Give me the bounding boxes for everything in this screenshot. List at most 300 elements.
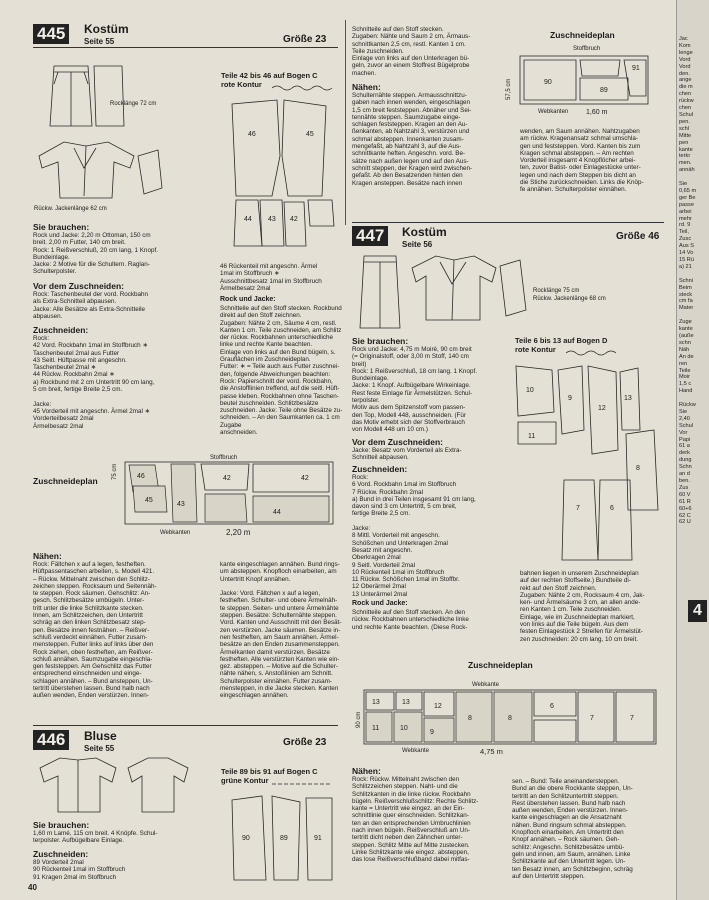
- pattern-pieces-447: [512, 360, 662, 570]
- text-line: Schn: [679, 464, 692, 471]
- text-line: schlitz: Angeschn. Schlitzbesätze umbü-: [512, 843, 625, 851]
- model-445-kontur: rote Kontur: [221, 80, 262, 89]
- text-line: den.: [679, 70, 690, 77]
- text-line: Schul: [679, 111, 693, 118]
- text-line: Jacke: 1 Knopf. Aufbügelbare Wirkeinlage.: [352, 382, 471, 390]
- model-447-title: Kostüm: [402, 225, 447, 239]
- text-line: 60 V: [679, 491, 691, 498]
- text-line: Schulterpolster.: [33, 268, 77, 276]
- text-line: mehr: [679, 215, 692, 222]
- text-line: annäh: [679, 167, 695, 174]
- text-line: chen: [679, 91, 692, 98]
- text-line: Jacke: Besatz vom Vorderteil als Extra-: [352, 447, 462, 454]
- text-line: rekt auf den Stoff zeichnen.: [520, 584, 597, 592]
- text-line: Vorderteil insgesamt 4 Knopflöcher arbei-: [520, 157, 636, 165]
- text-line: Rest überstehen lassen. Bund halb nach: [512, 799, 626, 807]
- cutting-plan-447: [364, 690, 658, 748]
- svg-text:43: 43: [268, 216, 276, 223]
- text-line: 46 Rückenteil mit angeschn. Ärmel: [220, 263, 318, 270]
- text-line: Grauflächen im Zuschneideplan.: [220, 356, 311, 364]
- jacket-sketch: [34, 138, 164, 208]
- text-line: auf der rechten Stoffseite.) Bundteile di-: [520, 577, 631, 585]
- model-445-title: Kostüm: [84, 22, 129, 36]
- text-line: nähte nähen, s. Anstoßlinien am Schnitt.: [220, 670, 333, 678]
- model-447-sie-brauchen-heading: Sie brauchen:: [352, 336, 409, 346]
- text-line: Hüftpassentaschen arbeiten, s. Modell 421.: [33, 568, 155, 576]
- svg-text:42: 42: [301, 475, 309, 482]
- plan-445-length: 2,20 m: [226, 528, 251, 537]
- text-line: 45 Vorderteil mit angeschn. Ärmel 2mal ∗: [33, 407, 150, 415]
- text-line: wenden, am Saum annähen. Nahtzugaben: [520, 128, 640, 135]
- text-line: der rückw. Rockbahnen unterschiedliche: [220, 334, 334, 342]
- text-line: Zugaben: Nähte 2 cm, Rocksaum 4 cm, Jak-: [520, 591, 645, 599]
- text-line: zuschneiden. Jacke: Teile ohne Besätze zu-: [220, 407, 343, 415]
- text-line: Schößchen und Unterkragen 2mal: [352, 539, 448, 547]
- model-447-rock-jacke-cont: [520, 570, 670, 643]
- text-line: die Stiche zurückschneiden. Links die Knöp-: [520, 179, 644, 187]
- text-line: festheften. Alle verstürzten Kanten wie ein-: [220, 655, 340, 663]
- text-line: gen feststeppen. Am Gehschlitz das Futter: [33, 663, 152, 671]
- text-line: und rechte Kante beachten. (Diese Rock-: [352, 623, 468, 631]
- model-447-sie-brauchen: [352, 346, 512, 434]
- text-line: steppen. Schlitz Mitte auf Mitte zustecken.: [352, 841, 470, 849]
- text-line: auf den Untertritt steppen.: [512, 872, 585, 880]
- text-line: 89 Vorderteil 2mal: [33, 859, 84, 866]
- text-line: tritt unter die linke Schlitzkante stecken.: [33, 604, 144, 612]
- svg-text:11: 11: [528, 433, 536, 440]
- text-line: ange: [679, 77, 692, 84]
- text-line: das lose Reißverschlußband dabei mitfas-: [352, 856, 470, 864]
- text-line: Knopfloch einarbeiten. Am Untertritt den: [512, 829, 624, 837]
- svg-text:91: 91: [632, 65, 640, 72]
- text-line: ten an den entsprechenden Umbruchlinien: [352, 819, 471, 827]
- text-line: kante eingeschlagen an die Ansatznaht: [512, 814, 622, 822]
- text-line: te steppen. Rock säumen. Gehschlitz: An-: [33, 590, 151, 598]
- text-line: An de: [679, 353, 694, 360]
- pattern-pieces-445: [222, 96, 342, 246]
- divider: [352, 222, 664, 223]
- svg-text:9: 9: [568, 395, 572, 402]
- text-line: 61 a: [679, 443, 690, 450]
- text-line: Ärmelbesatz 2mal: [33, 422, 84, 430]
- divider: [33, 725, 338, 726]
- text-line: a) Bund in drei Teilen insgesamt 91 cm lang,: [352, 495, 476, 503]
- text-line: als Extra-Schnitteil abpausen.: [33, 298, 117, 306]
- text-line: Jacke: Alle Besätze als Extra-Schnitteile: [33, 305, 145, 313]
- text-line: von links auf die Teile bügeln. Aus dem: [520, 621, 629, 629]
- text-line: arbei: [679, 208, 692, 215]
- svg-text:90: 90: [544, 79, 552, 86]
- svg-text:89: 89: [600, 87, 608, 94]
- model-445-vor: [33, 291, 218, 320]
- model-445-number: 445: [33, 24, 69, 44]
- text-line: Papi: [679, 436, 691, 443]
- text-line: rückw: [679, 98, 694, 105]
- text-line: schluß annähen. Saumzugabe eingeschla-: [33, 655, 153, 663]
- text-line: [679, 271, 709, 278]
- model-445-rock-jacke: [220, 305, 345, 436]
- text-line: rückw. Rockbahnen unterschiedliche linke: [352, 616, 469, 624]
- svg-text:7: 7: [576, 505, 580, 512]
- text-line: schn: [679, 339, 691, 346]
- text-line: Schni: [679, 277, 693, 284]
- text-line: Vord: [679, 63, 691, 70]
- svg-text:42: 42: [290, 216, 298, 223]
- text-line: breit): [352, 360, 367, 368]
- svg-text:89: 89: [280, 835, 288, 842]
- text-line: Jacke: 2 Motive für die Schultern. Raglan-: [33, 261, 150, 269]
- text-line: Zusc: [679, 236, 692, 243]
- text-line: 1,5 c: [679, 381, 692, 388]
- model-445-teile: Teile 42 bis 46 auf Bogen C: [221, 71, 318, 80]
- text-line: kante: [679, 146, 693, 153]
- text-line: cm fa: [679, 298, 693, 305]
- text-line: entsprechend einschneiden und einge-: [33, 670, 142, 678]
- text-line: 12 Oberärmel 2mal: [352, 583, 406, 591]
- text-line: a) Rockbund mit 2 cm Untertritt 90 cm lang,: [33, 378, 155, 386]
- text-line: bügeln. Reißverschlußschlitz: Rechte Schlitz-: [352, 797, 479, 805]
- text-line: breit. 2,00 m Futter, 140 cm breit.: [33, 239, 126, 247]
- text-line: Schlitzkanten in die linke rückw. Rockbahn: [352, 790, 471, 798]
- text-line: Jacke: Vord. Fältchen x auf a legen,: [220, 590, 321, 598]
- text-line: Bund an die obere Rockkante steppen, Un-: [512, 785, 633, 793]
- text-line: 13 Unterärmel 2mal: [352, 590, 408, 598]
- text-line: gaben nach innen wenden, eingeschlagen: [352, 99, 470, 107]
- text-line: Schulterpolster einnähen. Futter zusam-: [220, 677, 333, 685]
- text-line: schnittkanten 2,5 cm, restl. Kanten 1 cm.: [352, 40, 466, 48]
- model-447-naehen: [352, 776, 507, 864]
- text-line: legen und nach dem Steppen bis dicht an: [520, 171, 636, 179]
- plan-447-webkante-bottom: Webkante: [402, 748, 429, 754]
- svg-text:45: 45: [145, 497, 153, 504]
- blouse-sketch: [36, 754, 196, 816]
- text-line: 60+6: [679, 505, 692, 512]
- text-line: davon sind 3 cm Untertritt, 5 cm breit,: [352, 503, 457, 511]
- model-446-teile: Teile 89 bis 91 auf Bogen C: [221, 767, 318, 776]
- text-line: tertritt dicht neben den Zähnchen unter-: [352, 834, 463, 842]
- model-447-rock-jacke: [352, 609, 512, 631]
- text-line: linke und rechte Kante beachten.: [220, 341, 313, 349]
- suit-447-sketch: [356, 250, 531, 332]
- text-line: Rückw: [679, 402, 696, 409]
- text-line: Rock: 1 Reißverschluß, 20 cm lang, 1 Knopf.: [33, 246, 158, 254]
- red-contour-line-sample: [272, 84, 342, 92]
- text-line: Zugaben: Nähte und Saum 2 cm, Ärmaus-: [352, 33, 471, 41]
- text-line: 61 R: [679, 498, 691, 505]
- text-line: Futter: ∗ = Teile auch aus Futter zuschnei-: [220, 363, 340, 371]
- model-447-teile: Teile 6 bis 13 auf Bogen D: [515, 336, 608, 345]
- svg-text:8: 8: [636, 465, 640, 472]
- text-line: derk: [679, 450, 690, 457]
- text-line: Rock und Jacke: 4,75 m Moiré, 90 cm breit: [352, 346, 472, 353]
- text-line: ten, zuvor Batist- oder Einlagestücke unter-: [520, 164, 641, 172]
- svg-text:11: 11: [372, 725, 380, 732]
- svg-text:91: 91: [314, 835, 322, 842]
- svg-text:45: 45: [306, 131, 314, 138]
- text-line: Hand: [679, 388, 693, 395]
- cutting-plan-446: [520, 56, 652, 108]
- plan-445-webkanten: Webkanten: [160, 530, 191, 536]
- text-line: Motiv aus dem Spitzenstoff vom passen-: [352, 404, 466, 412]
- model-447-zus-heading: Zuschneiden:: [352, 464, 408, 474]
- text-line: terkr: [679, 153, 691, 160]
- model-446-text-cont: [352, 26, 512, 77]
- text-line: Mater: [679, 305, 694, 312]
- text-line: Teile zuschneiden.: [352, 47, 404, 55]
- text-line: festheften. Schulter- und obere Ärmelnäh-: [220, 597, 338, 605]
- text-line: men.: [679, 160, 692, 167]
- model-445-seite: Seite 55: [84, 37, 115, 46]
- text-line: ßenkanten, ab Nahtzahl 3, verstürzen und: [352, 128, 470, 136]
- text-line: Rock und Jacke: 2,20 m Ottoman, 150 cm: [33, 232, 151, 239]
- text-line: Schnitteil abpausen.: [352, 454, 409, 462]
- text-line: Rock: Papierschnitt der vord. Rockbahn,: [220, 377, 333, 385]
- text-line: Schlitzzeichen steppen. Naht- und die: [352, 783, 458, 791]
- text-line: Näh: [679, 346, 690, 353]
- text-line: Zugaben: Nähte 2 cm, Säume 4 cm, restl.: [220, 319, 337, 327]
- text-line: zeichen steppen. Rocksaum und Seitennäh-: [33, 582, 157, 590]
- text-line: Teil,: [679, 229, 689, 236]
- text-line: lenge: [679, 49, 693, 56]
- model-445-rj-heading: Rock und Jacke:: [220, 296, 276, 303]
- text-line: steck: [679, 291, 693, 298]
- text-line: Jac: [679, 36, 688, 42]
- text-line: 9 Seitl. Vorderteil 2mal: [352, 561, 415, 569]
- text-line: Bundeinlage.: [33, 253, 70, 261]
- text-line: Linke Schlitzkante wie eingez. absteppen,: [352, 848, 469, 856]
- text-line: 14 Vo: [679, 250, 694, 257]
- text-line: Schnitteile auf den Stoff stecken. Rockbund: [220, 305, 342, 312]
- text-line: Einlage, wie im Zuschneideplan markiert,: [520, 613, 635, 621]
- text-line: rd. 9: [679, 222, 691, 229]
- model-446-sie-brauchen-heading: Sie brauchen:: [33, 820, 90, 830]
- svg-text:8: 8: [508, 715, 512, 722]
- text-line: dung: [679, 457, 692, 464]
- model-446-seite: Seite 55: [84, 744, 115, 753]
- svg-text:10: 10: [526, 387, 534, 394]
- text-line: chen: [679, 105, 692, 112]
- text-line: außen wenden, Enden verstürzen. Innen-: [33, 692, 149, 700]
- model-445-sie-brauchen: [33, 232, 218, 276]
- text-line: 7 Rückw. Rockbahn 2mal: [352, 488, 424, 496]
- text-line: Moir: [679, 374, 690, 381]
- text-line: Jacke:: [33, 400, 52, 408]
- text-line: außen wenden, Enden verstürzen. Innen-: [512, 807, 628, 815]
- text-line: Ärmelbesatz 2mal: [220, 284, 271, 292]
- text-line: steppen. Besätze: Schulternähte steppen.: [220, 612, 337, 620]
- text-line: besätze an den Enden zusammensteppen.: [220, 641, 340, 649]
- text-line: schnittlinie quer einschneiden. Schlitzkan-: [352, 812, 469, 820]
- model-447-number: 447: [352, 226, 388, 246]
- svg-text:12: 12: [434, 703, 442, 710]
- text-line: Schnitteile auf den Stoff stecken. An den: [352, 609, 465, 616]
- text-line: ren: [679, 360, 688, 367]
- text-line: kante: [679, 326, 693, 333]
- text-line: schnittkante heften. Angeschn. vord. Be-: [352, 150, 466, 158]
- text-line: Rock: Fältchen x auf a legen, festheften.: [33, 561, 146, 568]
- model-447-naehen-cont: [512, 778, 662, 880]
- svg-text:44: 44: [244, 216, 252, 223]
- text-line: schmal absteppen. Innenkanten zusam-: [352, 135, 464, 143]
- text-line: [679, 312, 709, 319]
- text-line: ben.: [679, 478, 690, 484]
- text-line: ten Besatz innen, am Schlitzbeginn, schräg: [512, 865, 633, 873]
- text-line: 62 U: [679, 519, 691, 526]
- text-line: Rock: 1 Reißverschluß, 18 cm lang. 1 Knopf.: [352, 367, 477, 375]
- text-line: ken- und Ärmelsäume 3 cm, an allen ande-: [520, 599, 641, 607]
- text-line: Rock: Rückw. Mittelnaht zwischen den: [352, 776, 460, 783]
- text-line: kante eingeschlagen annähen. Bund rings-: [220, 561, 340, 568]
- text-line: den, folgende Abweichungen beachten:: [220, 370, 331, 378]
- text-line: schl: [679, 125, 689, 132]
- svg-text:9: 9: [430, 729, 434, 736]
- text-line: mengefaßt, ab Nahtzahl 3, auf die Aus-: [352, 143, 462, 151]
- text-line: an d: [679, 471, 690, 478]
- model-446-kontur: grüne Kontur: [221, 776, 269, 785]
- text-line: Vord: [679, 56, 691, 63]
- pattern-pieces-446: [222, 790, 342, 890]
- model-447-kontur: rote Kontur: [515, 345, 556, 354]
- text-line: Zuge: [679, 319, 692, 326]
- text-line: Besatz mit angeschn.: [352, 546, 413, 554]
- text-line: Schulternähte steppen. Armausschnittzu-: [352, 92, 467, 99]
- text-line: Oberkragen 2mal: [352, 554, 401, 562]
- model-447-seite: Seite 56: [402, 240, 433, 249]
- text-line: a) 21: [679, 263, 692, 270]
- text-line: tertritt an den Schlitzuntertritt steppen.: [512, 792, 619, 800]
- text-line: Ärmelkanten damit verstürzen. Besätze: [220, 648, 330, 656]
- text-line: 90 Rückenteil 1mal im Stoffbruch: [33, 866, 126, 874]
- svg-text:6: 6: [550, 703, 554, 710]
- text-line: gefaßt. Ab den Besatzenden hinten den: [352, 172, 463, 180]
- model-447-zuschneiden: [352, 474, 512, 598]
- plan-445-width: 75 cm: [112, 463, 118, 480]
- model-445-jackenlaenge: Rückw. Jackenlänge 62 cm: [34, 206, 107, 212]
- text-line: terpolster.: [352, 397, 380, 405]
- svg-text:46: 46: [248, 131, 256, 138]
- plan-447-webkante-top: Webkante: [472, 682, 499, 688]
- model-447-size: Größe 46: [616, 231, 660, 242]
- text-line: Mitte: [679, 132, 692, 139]
- text-line: Kragen ansteppen. Besätze nach innen: [352, 179, 463, 187]
- model-445-zuschneiden: [33, 335, 218, 430]
- text-line: Bundeinlage.: [352, 375, 389, 383]
- text-line: Teile: [679, 367, 691, 374]
- text-line: geln, zuvor an einem Stoffrest Bügelprobe: [352, 62, 470, 70]
- skirt-sketch: [40, 60, 110, 135]
- text-line: passe kleben. Rockbahnen ohne Taschen-: [220, 392, 339, 400]
- text-line: te steppen. Seiten- und untere Ärmelnähte: [220, 604, 339, 612]
- text-line: das Motiv erhebt sich der Stoffverbrauch: [352, 418, 465, 426]
- text-line: Vord. Kanten und Ausschnitt mit den Besät-: [220, 619, 342, 627]
- text-line: 11 Rückw. Schößchen 1mal im Stoffbr.: [352, 576, 460, 584]
- model-446-naehen-cont: [520, 128, 670, 194]
- svg-text:43: 43: [177, 501, 185, 508]
- text-line: Rock:: [352, 474, 369, 481]
- text-line: Aus S: [679, 243, 694, 250]
- text-line: Kom: [679, 42, 691, 49]
- adjacent-page-edge: [676, 0, 709, 900]
- text-line: die m: [679, 84, 693, 91]
- text-line: am rückw. Kragenansatz schmal umschla-: [520, 135, 638, 143]
- text-line: pen. Besätze innen festnähen. – Reißver-: [33, 626, 150, 634]
- model-446-naehen-heading: Nähen:: [352, 82, 381, 92]
- text-line: sen. – Bund: Teile aneinandersteppen.: [512, 778, 620, 785]
- text-line: Sie: [679, 408, 688, 415]
- red-contour-line-sample: [566, 349, 636, 357]
- plan-447-length: 4,75 m: [480, 747, 503, 756]
- text-line: mensteppen, in die Jacke stecken. Kanten: [220, 685, 339, 693]
- text-line: 0,65 m: [679, 187, 697, 194]
- text-line: 1,60 m Lamé, 115 cm breit. 4 Knöpfe. Schul-: [33, 830, 158, 837]
- model-446-plan-heading: Zuschneideplan: [550, 30, 615, 40]
- text-line: schneiden. – An den Saumkanten ca. 1 cm Zugabe: [220, 414, 340, 429]
- text-line: [679, 174, 709, 181]
- text-line: schnitt steppen, der Kragen wird zwischen-: [352, 164, 473, 172]
- text-line: Rock:: [33, 335, 50, 342]
- model-446-naehen: [352, 92, 512, 187]
- text-line: Rest feste Einlage für Ärmelstützen. Schul-: [352, 389, 473, 397]
- svg-text:6: 6: [610, 505, 614, 512]
- text-line: schlagen feststeppen. Kragen an den Au-: [352, 121, 468, 129]
- text-line: 10 Rückenteil 1mal im Stoffbruch: [352, 568, 445, 576]
- text-line: Schnitteile auf den Stoff stecken.: [352, 26, 444, 33]
- text-line: Sie: [679, 181, 688, 188]
- text-line: Schlitzkante auf den Untertritt legen. Un-: [512, 858, 626, 866]
- model-446-title: Bluse: [84, 729, 117, 743]
- model-446-size: Größe 23: [283, 737, 327, 748]
- text-line: nähen. Bund ringsum schmal absteppen.: [512, 821, 627, 829]
- model-445-rocklaenge: Rocklänge 72 cm: [110, 101, 157, 107]
- model-447-plan-heading: Zuschneideplan: [468, 660, 533, 670]
- svg-text:10: 10: [400, 725, 408, 732]
- text-line: Rock ziehen, oben festheften, am Reißver-: [33, 648, 153, 656]
- text-line: fe annähen. Schulterpolster einnähen.: [520, 186, 627, 194]
- model-447-vor: [352, 447, 512, 462]
- text-line: Schul: [679, 422, 693, 429]
- text-line: 1mal im Stoffbruch ∗: [220, 270, 280, 278]
- svg-text:8: 8: [468, 715, 472, 722]
- svg-text:46: 46: [137, 473, 145, 480]
- text-line: 62 C: [679, 512, 691, 519]
- text-line: pen: [679, 139, 689, 146]
- text-line: zen zuschneiden: 20 cm lang, 10 cm breit.: [520, 635, 638, 643]
- text-line: [352, 518, 512, 525]
- model-445-naehen: [33, 561, 213, 700]
- text-line: zen verstürzen. Jacke säumen. Besätze in-: [220, 626, 341, 634]
- model-445-zus-heading: Zuschneiden:: [33, 325, 89, 335]
- text-line: nen festheften, am Saum annähen. Ärmel-: [220, 633, 339, 641]
- adjacent-page-text: [679, 36, 709, 526]
- text-line: – Rückw. Mittelnaht zwischen den Schlitz-: [33, 575, 150, 583]
- plan-447-width: 90 cm: [356, 711, 362, 728]
- model-445-sie-brauchen-heading: Sie brauchen:: [33, 222, 90, 232]
- model-446-zuschneiden: [33, 859, 218, 881]
- svg-text:7: 7: [590, 715, 594, 722]
- model-445-vor-heading: Vor dem Zuschneiden:: [33, 281, 124, 291]
- model-447-rocklaenge: Rocklänge 75 cm: [533, 288, 580, 294]
- text-line: terpolster. Aufbügelbare Einlage.: [33, 837, 125, 845]
- text-line: gen und feststeppen. Vord. Kanten bis zum: [520, 142, 641, 150]
- text-line: mensteppen. Futter links auf links über den: [33, 641, 154, 649]
- text-line: 91 Kragen 2mal im Stoffbruch: [33, 873, 117, 881]
- model-445-naehen-cont: [220, 561, 345, 700]
- green-contour-line-sample: [272, 780, 342, 788]
- text-line: den Top, Modell 448, ausschneiden. (Für: [352, 411, 466, 419]
- text-line: 6 Vord. Rockbahn 1mal im Stoffbruch: [352, 481, 457, 489]
- text-line: tertritt überstehen lassen. Bund halb nach: [33, 685, 150, 693]
- text-line: 5 cm breit, fertige Breite 2,5 cm.: [33, 386, 123, 394]
